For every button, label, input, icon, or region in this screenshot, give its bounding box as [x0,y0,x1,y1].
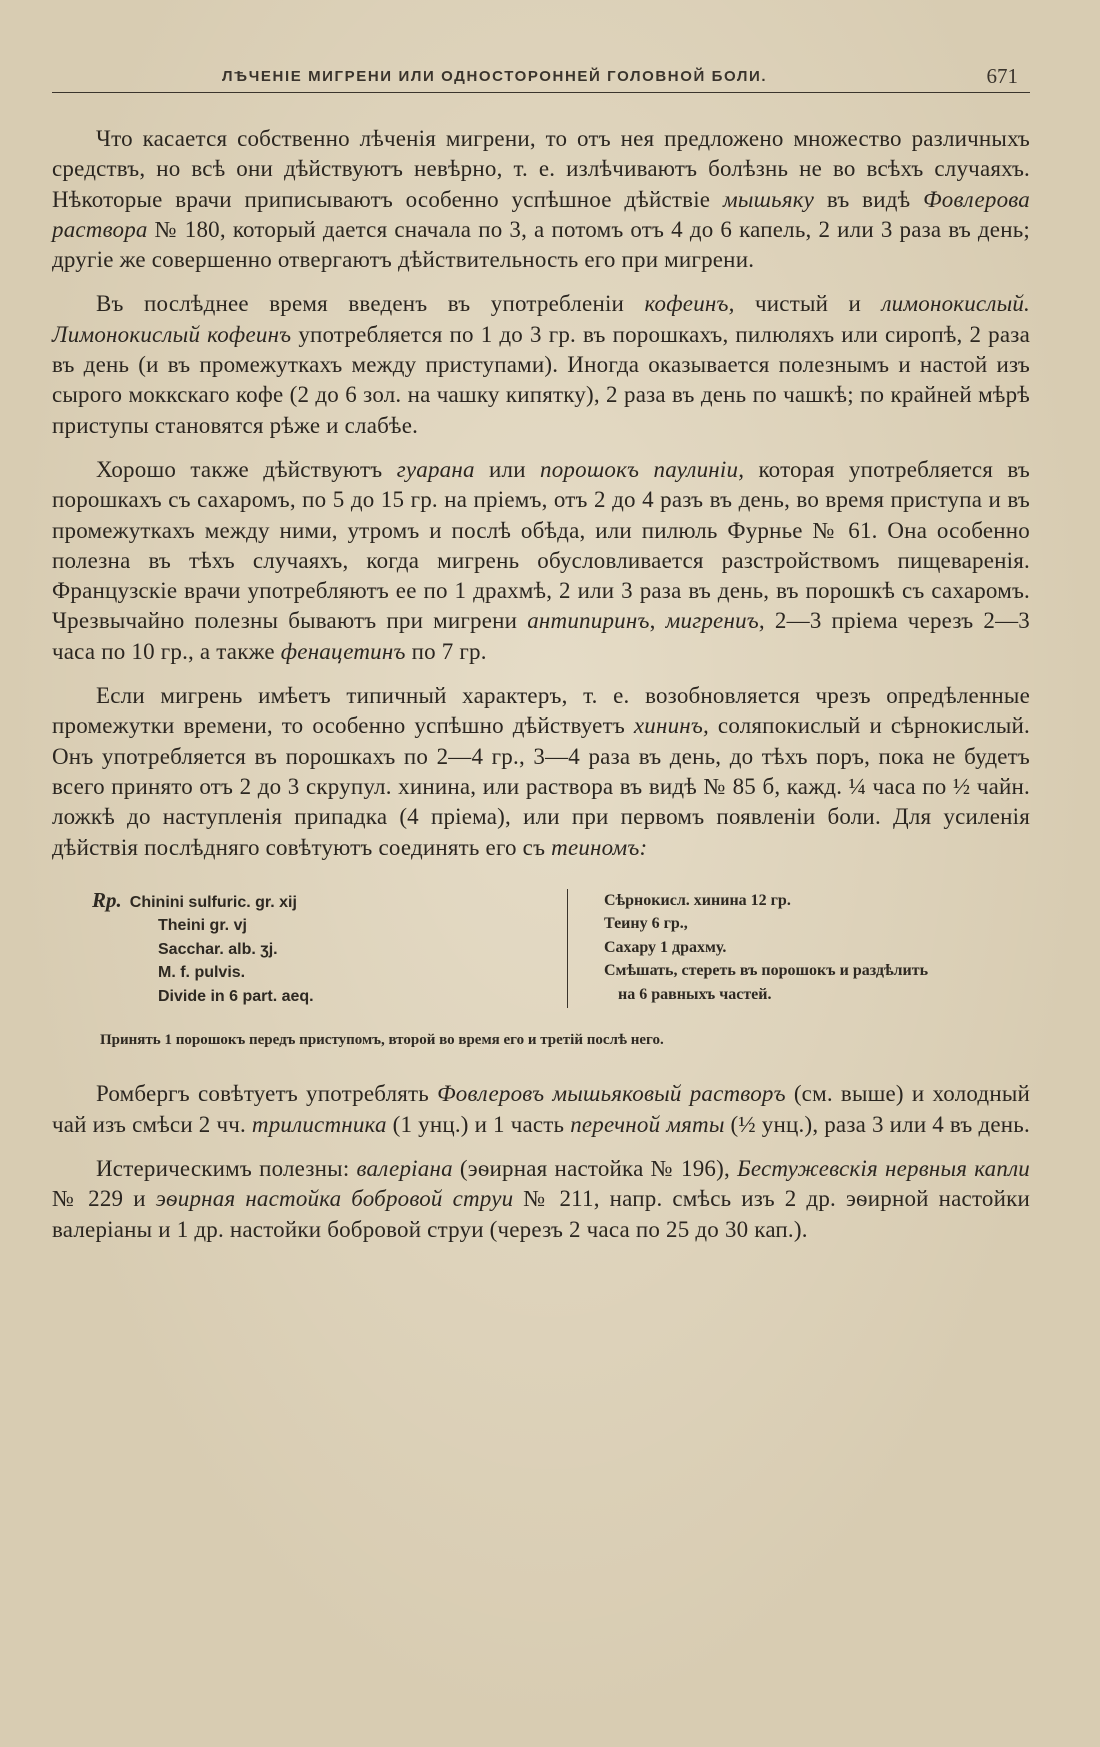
page-body [52,124,1030,1259]
text-run: , [649,608,666,634]
recipe-latin [92,889,568,1009]
recipe-note: Принять 1 порошокъ передъ приступомъ, второй во время его и третій послѣ него. [100,1032,664,1049]
italic-term: Фовлерова раствора [52,186,1030,242]
paragraph-3 [52,455,1030,667]
italic-term: гуарана [396,456,475,482]
recipe-russian-line: Сахару 1 драхму. [604,938,727,956]
recipe-latin-line: Theini gr. vj [158,917,247,935]
italic-term: перечной мяты [570,1111,725,1137]
recipe-latin-line: Divide in 6 part. aeq. [158,987,314,1005]
text-run: (1 унц.) и 1 часть [386,1111,571,1137]
text-run: соляпокислый и сѣрнокислый. Онъ употребляется въ порошкахъ по 2—4 гр., 3—4 раза въ день, до тѣхъ поръ, пока не будетъ всего принято отъ 2 до 3 скрупул. хинина, или раствора въ видѣ № 85 б, кажд. ¼ часа по ½ чайн. ложкѣ до наступленія припадка (4 пріема), или при первомъ появленіи боли. Для усиленія дѣйствія послѣдняго совѣтуютъ соединять его съ [52,713,1030,860]
page-number: 671 [986,64,1018,88]
text-run: или [474,456,541,482]
italic-term: антипиринъ [527,608,650,634]
text-run: которая употребляется въ порошкахъ съ сахаромъ, по 5 до 15 гр. на пріемъ, отъ 2 до 4 разъ въ день, во время приступа и въ промежуткахъ между ними, утромъ и послѣ обѣда, или пилюль Фурнье № 61. Она особенно полезна въ тѣхъ случаяхъ, когда мигрень обусловливается разстройствомъ пищеваренія. Французскіе врачи употребляютъ ее по 1 драхмѣ, 2 или 3 раза въ день, въ порошкѣ съ сахаромъ. Чрезвычайно полезны бываютъ при мигрени [52,456,1030,634]
text-run: (см. выше) и холодный чай изъ смѣси 2 чч. [52,1081,1030,1137]
paragraph-4 [52,681,1030,863]
text-run: чистый и [734,291,882,317]
text-run: въ видѣ [814,186,924,212]
recipe-latin-line: M. f. pulvis. [158,964,246,982]
text-run: употребляется по 1 до 3 гр. въ порошкахъ, пилюляхъ или сиропѣ, 2 раза въ день (и въ промежуткахъ между приступами). Иногда оказывается полезнымъ и настой изъ сырого моккскаго кофе (2 до 6 зол. на чашку кипятку), 2 раза въ день по чашкѣ; по крайней мѣрѣ приступы становятся рѣже и слабѣе. [52,321,1030,438]
recipe-latin-line [92,889,547,915]
recipe-latin-text: Chinini sulfuric. gr. xij [129,893,297,911]
italic-term: эѳирная настойка бобровой струи [155,1186,514,1212]
text-run: Что касается собственно лѣченія мигрени, то отъ нея предложено множество различныхъ средствъ, но всѣ они дѣйствуютъ невѣрно, т. е. излѣчиваютъ болѣзнь не во всѣхъ случаяхъ. Нѣкоторые врачи приписываютъ особенно успѣшное дѣйствіе [52,126,1030,212]
recipe-russian-line: Теину 6 гр., [604,915,688,933]
italic-term: теиномъ: [551,834,648,860]
italic-term: порошокъ паулиніи, [540,456,745,482]
italic-term: Фовлеровъ мышьяковый растворъ [437,1081,786,1107]
text-run: № 211, напр. смѣсь изъ 2 др. эѳирной настойки валеріаны и 1 др. настойки бобровой струи (черезъ 2 часа по 25 до 30 кап.). [52,1186,1030,1242]
italic-term: трилистника [251,1111,387,1137]
text-run: Въ послѣднее время введенъ въ употребленіи [96,291,645,317]
text-run: Хорошо также дѣйствуютъ [96,456,397,482]
italic-term: фенацетинъ [280,638,406,664]
italic-term: лимонокислый. Лимонокислый кофеинъ [52,291,1030,347]
recipe-russian [568,889,1030,1009]
text-run: 2—3 пріема черезъ 2—3 часа по 10 гр., а также [52,608,1030,664]
paragraph-5 [52,1079,1030,1140]
italic-term: хининъ, [633,713,709,739]
recipe-russian-line: Смѣшать, стереть въ порошокъ и раздѣлить [604,962,929,980]
italic-term: кофеинъ, [644,291,735,317]
running-title: ЛѢЧЕНІЕ МИГРЕНИ ИЛИ ОДНОСТОРОННЕЙ ГОЛОВНОЙ БОЛИ. [222,68,768,85]
italic-term: Бестужевскія нервныя капли [737,1155,1030,1181]
text-run: (½ унц.), раза 3 или 4 въ день. [724,1111,1030,1137]
recipe-rp-mark: Rp. [92,887,122,912]
paragraph-1 [52,124,1030,275]
text-run: (эѳирная настойка № 196), [452,1155,738,1181]
recipe-russian-line: на 6 равныхъ частей. [618,985,772,1003]
text-run: № 229 и [52,1186,156,1212]
italic-term: мышьяку [722,186,815,212]
text-run: по 7 гр. [405,638,487,664]
paragraph-2 [52,289,1030,440]
italic-term: валеріана [356,1155,453,1181]
italic-term: мигрениъ, [665,608,765,634]
recipe-block [92,889,1030,1009]
paragraph-6 [52,1154,1030,1245]
recipe-russian-line: Сѣрнокисл. хинина 12 гр. [604,891,791,909]
page-header [52,62,1030,93]
text-run: Если мигрень имѣетъ типичный характеръ, т. е. возобновляется чрезъ опредѣленные промежутки времени, то особенно успѣшно дѣйствуетъ [52,683,1030,739]
recipe-latin-line: Sacchar. alb. ʒj. [158,940,278,958]
text-run: № 180, который дается сначала по 3, а потомъ отъ 4 до 6 капель, 2 или 3 раза въ день; другіе же совершенно отвергаютъ дѣйствительность его при мигрени. [52,216,1030,273]
text-run: Истерическимъ полезны: [96,1155,357,1181]
text-run: Ромбергъ совѣтуетъ употреблять [96,1081,438,1107]
